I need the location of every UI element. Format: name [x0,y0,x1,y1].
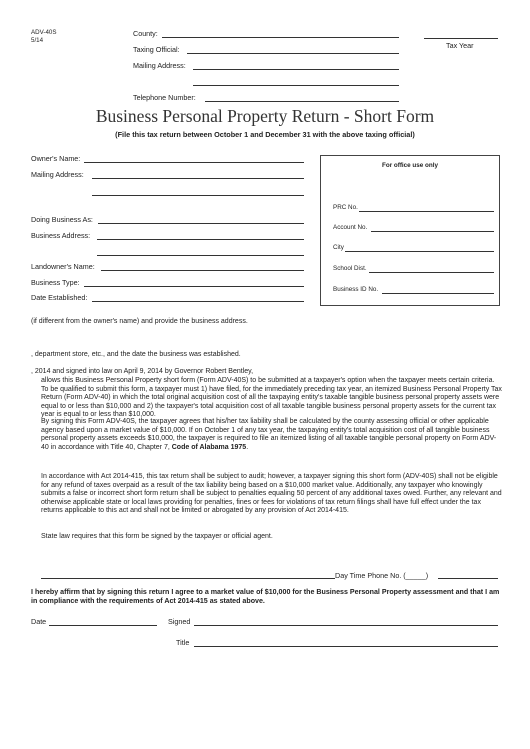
code-of-alabama: Code of Alabama 1975 [171,443,247,451]
owners-name-field[interactable] [84,162,304,163]
day-phone-field[interactable] [438,578,498,579]
date-field[interactable] [49,625,157,626]
doing-business-as-field[interactable] [98,223,304,224]
title-label: Title [176,638,190,647]
prc-no-label: PRC No. [333,204,358,211]
business-address-field-2[interactable] [97,255,304,256]
business-type-field[interactable] [84,286,304,287]
paragraph-1-lead: , 2014 and signed into law on April 9, 2014 by Governor Robert Bentley, [31,368,254,375]
business-address-label: Business Address: [31,231,91,240]
mailing-address-label: Mailing Address: [31,170,84,179]
city-label: City [333,244,344,251]
school-dist-label: School Dist. [333,265,367,272]
landowners-name-field[interactable] [101,270,304,271]
paragraph-1: allows this Business Personal Property short form (Form ADV-40S) to be submitted at a taxpayer's option when the taxpayer meets certain criteria. To be qualified to submit this form, a taxpayer must 1) have filed, for the immediately preceding tax year, an itemized Business Personal Property Tax Return (Form ADV-40) in which the total original acquisition cost of all the taxpaying entity's taxable tangible business personal property assets were equal to or less than $10,000 and 2) the taxpayer's total acquisition cost of all taxable tangible business personal property assets for the current tax year is equal to or less than $10,000. [41,377,502,419]
account-no-label: Account No. [333,224,368,231]
paragraph-3: In accordance with Act 2014-415, this tax return shall be subject to audit; however, a taxpayer signing this short form (ADV-40S) shall not be eligible for any refund of taxes overpaid as a result of the tax liability being based on a $10,000 market value. Additionally, any taxpayer who knowingly submits a false or incorrect short form return shall be subject to penalties equaling 50 percent of any additional taxes owed. Further, any relevant and otherwise applicable state or local laws providing for penalties, fines or fees for violations of tax return filings shall have full effect under the tax returns applicable to this act and shall not be limited or abrogated by any provision of Act 2014-415. [41,473,502,515]
landowners-name-label: Landowner's Name: [31,262,95,271]
date-established-label: Date Established: [31,293,88,302]
signature-field[interactable] [194,625,498,626]
doing-business-as-label: Doing Business As: [31,215,93,224]
county-field[interactable] [162,37,399,38]
business-type-note: , department store, etc., and the date the business was established. [31,351,241,358]
tax-year-label: Tax Year [446,41,474,50]
date-label: Date [31,617,47,626]
paragraph-4: State law requires that this form be signed by the taxpayer or official agent. [41,533,273,540]
tax-year-field[interactable] [424,38,498,39]
mailing-address-field[interactable] [92,178,304,179]
business-id-field[interactable] [382,293,494,294]
taxing-official-field[interactable] [187,53,399,54]
paragraph-2-period: . [246,443,249,451]
taxing-official-label: Taxing Official: [133,45,180,54]
mailing-address-label-header: Mailing Address: [133,61,186,70]
signed-label: Signed [168,617,191,626]
telephone-label: Telephone Number: [133,93,196,102]
account-no-field[interactable] [371,231,494,232]
paragraph-2-text: By signing this Form ADV-40S, the taxpayer agrees that his/her tax liability shall be calculated by the county assessing official or other applicable agency based upon a market value of $10,000. If on October 1 of any tax year, the taxpaying entity's total acquisition cost of all tangible business personal property assets exceeds $10,000, the taxpayer is required to file an itemized listing of all taxable tangible personal property on Form ADV-40 in accordance with Title 40, Chapter 7, [41,418,497,451]
office-use-heading: For office use only [382,162,438,169]
page-subtitle: (File this tax return between October 1 and December 31 with the above taxing official) [115,130,415,139]
business-address-field[interactable] [97,239,304,240]
prc-no-field[interactable] [359,211,494,212]
telephone-field[interactable] [205,101,399,102]
county-label: County: [133,29,158,38]
title-field[interactable] [194,646,498,647]
owners-name-label: Owner's Name: [31,154,81,163]
taxpayer-name-field[interactable] [41,578,335,579]
landowner-note: (if different from the owner's name) and provide the business address. [31,318,248,325]
city-field[interactable] [345,251,494,252]
page-title: Business Personal Property Return - Short Form [95,106,435,126]
business-id-label: Business ID No. [333,286,379,293]
mailing-address-field-header[interactable] [193,69,399,70]
mailing-address-field-2[interactable] [92,195,304,196]
day-phone-label: Day Time Phone No. (_____) [335,571,429,580]
business-type-label: Business Type: [31,278,80,287]
mailing-address-field-header-2[interactable] [193,85,399,86]
affirmation-statement: I hereby affirm that by signing this return I agree to a market value of $10,000 for the Business Personal Property assessment and that I am in compliance with the requirements of Act 2014-415 as stated above. [31,588,500,605]
date-established-field[interactable] [92,301,304,302]
form-date: 5/14 [31,37,44,44]
form-code: ADV-40S [31,29,57,36]
school-dist-field[interactable] [369,272,494,273]
paragraph-2 [41,418,503,452]
